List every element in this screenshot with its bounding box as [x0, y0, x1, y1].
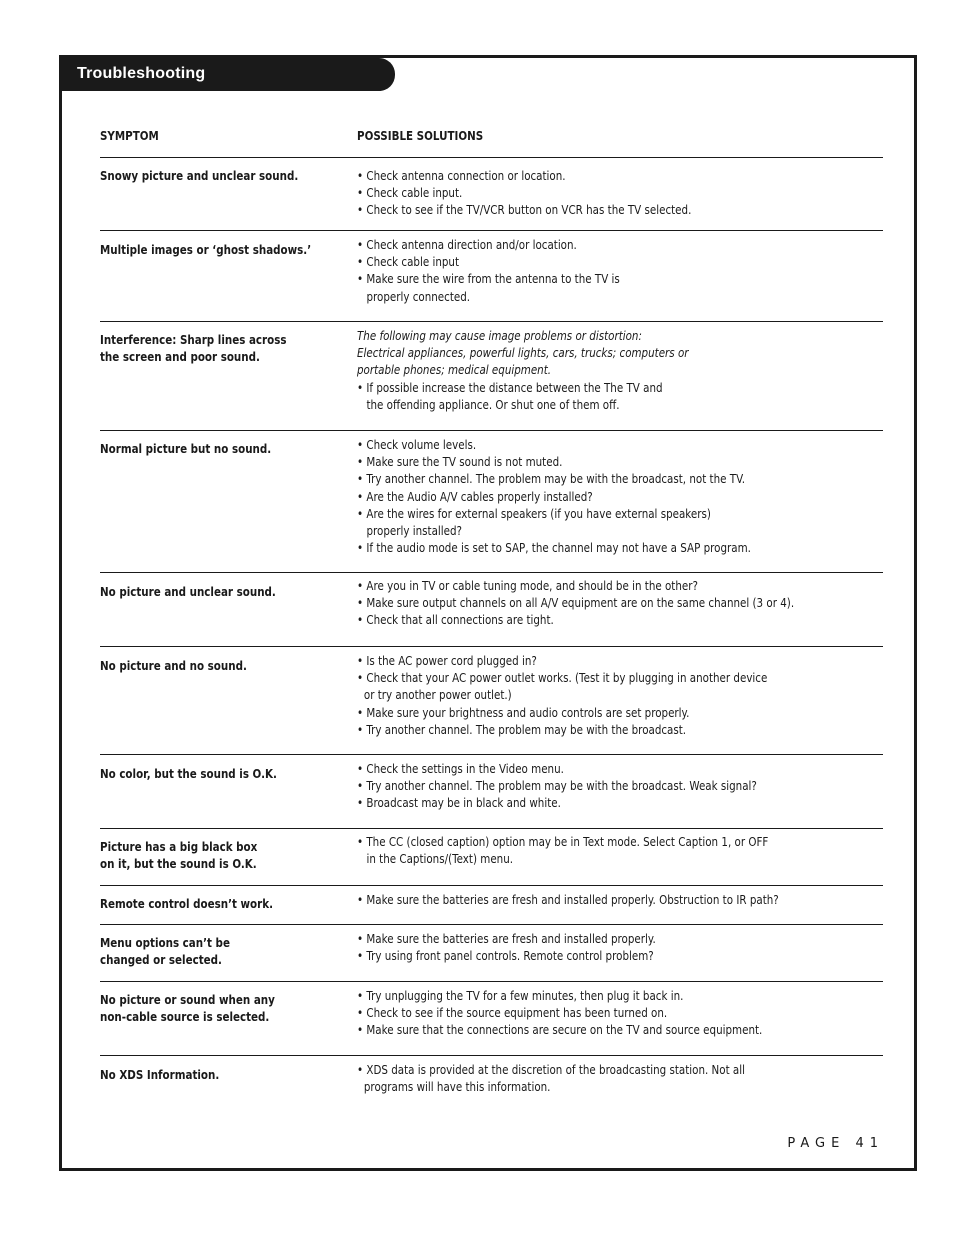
symptom-line: Menu options can’t be: [100, 936, 230, 950]
symptom-line: Normal picture but no sound.: [100, 442, 272, 456]
symptom-line: No picture and no sound.: [100, 659, 247, 673]
solutions-cell: [357, 761, 757, 813]
symptom-line: Remote control doesn’t work.: [100, 897, 274, 911]
row-divider: [100, 321, 883, 322]
solution-line: portable phones; medical equipment.: [357, 363, 552, 378]
solutions-cell: [357, 437, 751, 557]
solution-bullet: • Broadcast may be in black and white.: [357, 795, 757, 812]
symptom-line: No XDS Information.: [100, 1068, 220, 1082]
solution-line: properly connected.: [366, 289, 471, 304]
solutions-cell: [357, 834, 768, 868]
solution-bullet: • Try another channel. The problem may be with the broadcast, not the TV.: [357, 471, 751, 488]
solutions-cell: [357, 892, 779, 909]
symptom-line: No picture and unclear sound.: [100, 585, 276, 599]
solutions-cell: [357, 988, 762, 1040]
symptom-line: on it, but the sound is O.K.: [100, 857, 257, 871]
solution-bullet: • Check to see if the TV/VCR button on VCR has the TV selected.: [357, 202, 691, 219]
solution-bullet: • Make sure the batteries are fresh and installed properly.: [357, 931, 656, 948]
symptom-cell: [100, 1067, 219, 1084]
symptom-cell: [100, 896, 273, 913]
solution-line: or try another power outlet.): [363, 688, 512, 703]
symptom-line: Interference: Sharp lines across: [100, 333, 287, 347]
solution-bullet: • Check that your AC power outlet works. (Test it by plugging in another device: [357, 670, 767, 687]
row-divider: [100, 430, 883, 431]
row-divider: [100, 828, 883, 829]
solution-bullet: • Try another channel. The problem may be with the broadcast.: [357, 722, 767, 739]
solution-bullet: • Check to see if the source equipment has been turned on.: [357, 1005, 762, 1022]
page-number: PAGE 41: [787, 1136, 884, 1151]
symptom-cell: [100, 242, 311, 259]
solution-bullet: • Check volume levels.: [357, 437, 751, 454]
symptom-line: Picture has a big black box: [100, 840, 258, 854]
solution-bullet: • Check cable input: [357, 254, 620, 271]
row-divider: [100, 1055, 883, 1056]
solution-bullet: • Make sure the wire from the antenna to the TV is: [357, 271, 620, 288]
solution-bullet: • XDS data is provided at the discretion of the broadcasting station. Not all: [357, 1062, 745, 1079]
solution-bullet: • Make sure output channels on all A/V equipment are on the same channel (3 or 4).: [357, 595, 794, 612]
section-title: Troubleshooting: [77, 65, 206, 82]
solution-bullet: • Make sure the batteries are fresh and installed properly. Obstruction to IR path?: [357, 892, 779, 909]
row-divider: [100, 646, 883, 647]
symptom-cell: [100, 658, 247, 675]
symptom-line: No picture or sound when any: [100, 993, 275, 1007]
solutions-cell: [357, 931, 656, 965]
solution-bullet: • Are you in TV or cable tuning mode, and should be in the other?: [357, 578, 794, 595]
symptom-cell: [100, 992, 275, 1026]
symptom-line: Snowy picture and unclear sound.: [100, 169, 299, 183]
symptom-line: changed or selected.: [100, 953, 222, 967]
row-divider: [100, 885, 883, 886]
solutions-cell: [357, 237, 620, 306]
solution-line: properly installed?: [366, 524, 463, 539]
solution-bullet: • Is the AC power cord plugged in?: [357, 653, 767, 670]
solution-bullet: • The CC (closed caption) option may be in Text mode. Select Caption 1, or OFF: [357, 834, 768, 851]
solution-bullet: • Check cable input.: [357, 185, 691, 202]
row-divider: [100, 157, 883, 158]
solution-bullet: • Are the Audio A/V cables properly installed?: [357, 489, 751, 506]
solution-line: in the Captions/(Text) menu.: [366, 852, 514, 867]
solution-bullet: • Check the settings in the Video menu.: [357, 761, 757, 778]
symptom-cell: [100, 441, 271, 458]
symptom-cell: [100, 584, 276, 601]
symptom-cell: [100, 766, 277, 783]
symptom-line: non-cable source is selected.: [100, 1010, 270, 1024]
solution-bullet: • Check antenna direction and/or location.: [357, 237, 620, 254]
solution-line: Electrical appliances, powerful lights, cars, trucks; computers or: [357, 346, 689, 361]
symptom-line: Multiple images or ‘ghost shadows.’: [100, 243, 312, 257]
row-divider: [100, 924, 883, 925]
solution-line: programs will have this information.: [363, 1080, 551, 1095]
row-divider: [100, 572, 883, 573]
solution-bullet: • Are the wires for external speakers (if you have external speakers): [357, 506, 751, 523]
row-divider: [100, 230, 883, 231]
solution-bullet: • If the audio mode is set to SAP, the channel may not have a SAP program.: [357, 540, 751, 557]
solution-bullet: • Make sure your brightness and audio controls are set properly.: [357, 705, 767, 722]
solutions-cell: [357, 168, 691, 220]
symptom-line: No color, but the sound is O.K.: [100, 767, 277, 781]
symptom-cell: [100, 935, 230, 969]
symptom-cell: [100, 839, 257, 873]
solution-bullet: • Make sure the TV sound is not muted.: [357, 454, 751, 471]
solution-line: The following may cause image problems or distortion:: [357, 329, 642, 343]
row-divider: [100, 981, 883, 982]
symptom-line: the screen and poor sound.: [100, 350, 260, 364]
solutions-cell: [357, 578, 794, 630]
column-header-solutions: POSSIBLE SOLUTIONS: [357, 129, 484, 143]
solution-bullet: • Check antenna connection or location.: [357, 168, 691, 185]
row-divider: [100, 754, 883, 755]
solutions-cell: [357, 1062, 745, 1096]
solution-bullet: • If possible increase the distance between the The TV and: [357, 380, 689, 397]
solution-bullet: • Try another channel. The problem may be with the broadcast. Weak signal?: [357, 778, 757, 795]
solutions-cell: [357, 328, 689, 414]
section-banner: [59, 58, 395, 91]
solution-bullet: • Try unplugging the TV for a few minutes, then plug it back in.: [357, 988, 762, 1005]
solution-bullet: • Check that all connections are tight.: [357, 612, 794, 629]
symptom-cell: [100, 168, 298, 185]
column-header-symptom: SYMPTOM: [100, 129, 159, 143]
solutions-cell: [357, 653, 767, 739]
solution-line: the offending appliance. Or shut one of them off.: [366, 397, 620, 412]
symptom-cell: [100, 332, 286, 366]
solution-bullet: • Try using front panel controls. Remote control problem?: [357, 948, 656, 965]
solution-bullet: • Make sure that the connections are secure on the TV and source equipment.: [357, 1022, 762, 1039]
